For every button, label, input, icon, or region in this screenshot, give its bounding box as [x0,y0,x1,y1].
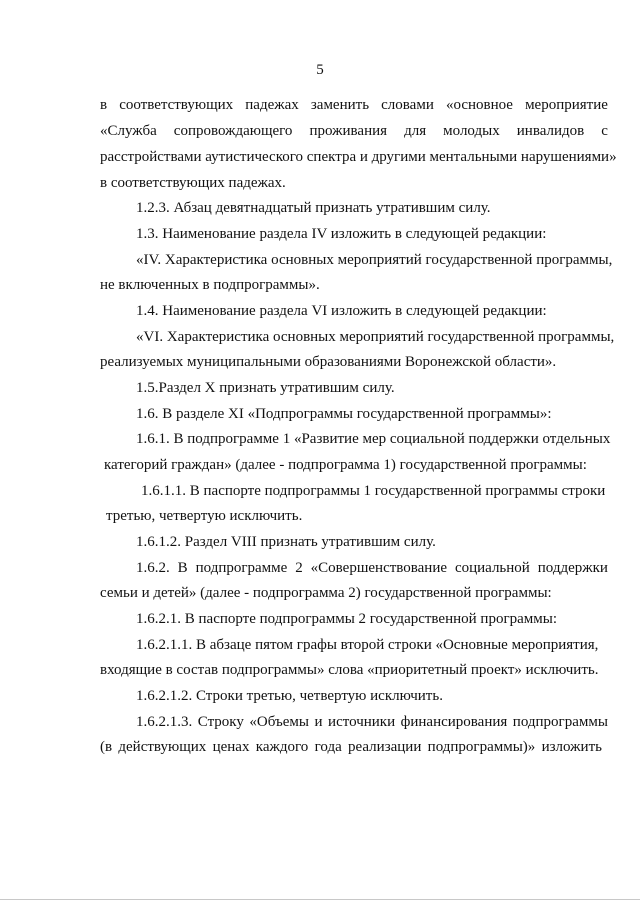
word: 2 [295,560,303,576]
word: молодых [443,123,500,139]
word: финансирования [400,714,508,730]
word: 1.6.2. [136,560,170,576]
word: источники [328,714,396,730]
text-line [136,713,608,731]
word: реализации [348,739,422,755]
word: мероприятие [525,97,608,113]
word: падежах [245,97,299,113]
word: ценах [212,739,250,755]
page-number: 5 [316,62,324,78]
word: проживания [309,123,388,139]
word: (в [100,739,113,755]
text-line: третью, четвертую исключить. [106,508,303,524]
text-line: «VI. Характеристика основных мероприятий государственной программы, [136,329,615,345]
word: каждого [255,739,309,755]
word: соответствующих [119,97,234,113]
text-line [100,738,602,756]
text-line: 1.6.1.1. В паспорте подпрограммы 1 государственной программы строки [141,483,606,499]
word: изложить [541,739,602,755]
word: подпрограмме [195,560,288,576]
text-line: 1.5.Раздел X признать утратившим силу. [136,380,395,396]
word: Строку [197,714,244,730]
text-line: 1.6.2.1.2. Строки третью, четвертую исключить. [136,688,443,704]
text-line: 1.6. В разделе XI «Подпрограммы государственной программы»: [136,406,552,422]
word: инвалидов [516,123,585,139]
text-line: 1.3. Наименование раздела IV изложить в следующей редакции: [136,226,547,242]
text-line: 1.4. Наименование раздела VI изложить в следующей редакции: [136,303,547,319]
text-line: 1.6.2.1. В паспорте подпрограммы 2 государственной программы: [136,611,557,627]
page-bottom-edge [0,899,640,900]
text-line: входящие в состав подпрограммы» слова «приоритетный проект» исключить. [100,662,599,678]
word: в [100,97,108,113]
word: сопровождающего [173,123,293,139]
text-line: в соответствующих падежах. [100,175,286,191]
text-line: 1.2.3. Абзац девятнадцатый признать утратившим силу. [136,200,491,216]
text-line: 1.6.1. В подпрограмме 1 «Развитие мер социальной поддержки отдельных [136,431,611,447]
word: с [601,123,608,139]
word: словами [381,97,434,113]
word: действующих [118,739,207,755]
text-line: не включенных в подпрограммы». [100,277,320,293]
text-line [136,559,608,577]
word: «основное [445,97,513,113]
text-line: семьи и детей» (далее - подпрограмма 2) государственной программы: [100,585,552,601]
word: социальной [454,560,530,576]
text-line: категорий граждан» (далее - подпрограмма 1) государственной программы: [104,457,587,473]
word: «Объемы [249,714,309,730]
word: 1.6.2.1.3. [136,714,193,730]
text-line: 1.6.2.1.1. В абзаце пятом графы второй строки «Основные мероприятия, [136,637,599,653]
word: подпрограммы [512,714,608,730]
word: для [404,123,427,139]
text-line [100,96,608,114]
text-line: расстройствами аутистического спектра и другими ментальными нарушениями» [100,149,617,165]
word: подпрограммы)» [427,739,536,755]
word: года [314,739,342,755]
text-line: реализуемых муниципальными образованиями Воронежской области». [100,354,557,370]
word: «Служба [100,123,157,139]
word: и [314,714,323,730]
word: «Совершенствование [310,560,448,576]
text-line: 1.6.1.2. Раздел VIII признать утратившим силу. [136,534,436,550]
text-line [100,122,608,140]
word: поддержки [537,560,608,576]
word: В [177,560,188,576]
text-line: «IV. Характеристика основных мероприятий государственной программы, [136,252,613,268]
word: заменить [310,97,370,113]
